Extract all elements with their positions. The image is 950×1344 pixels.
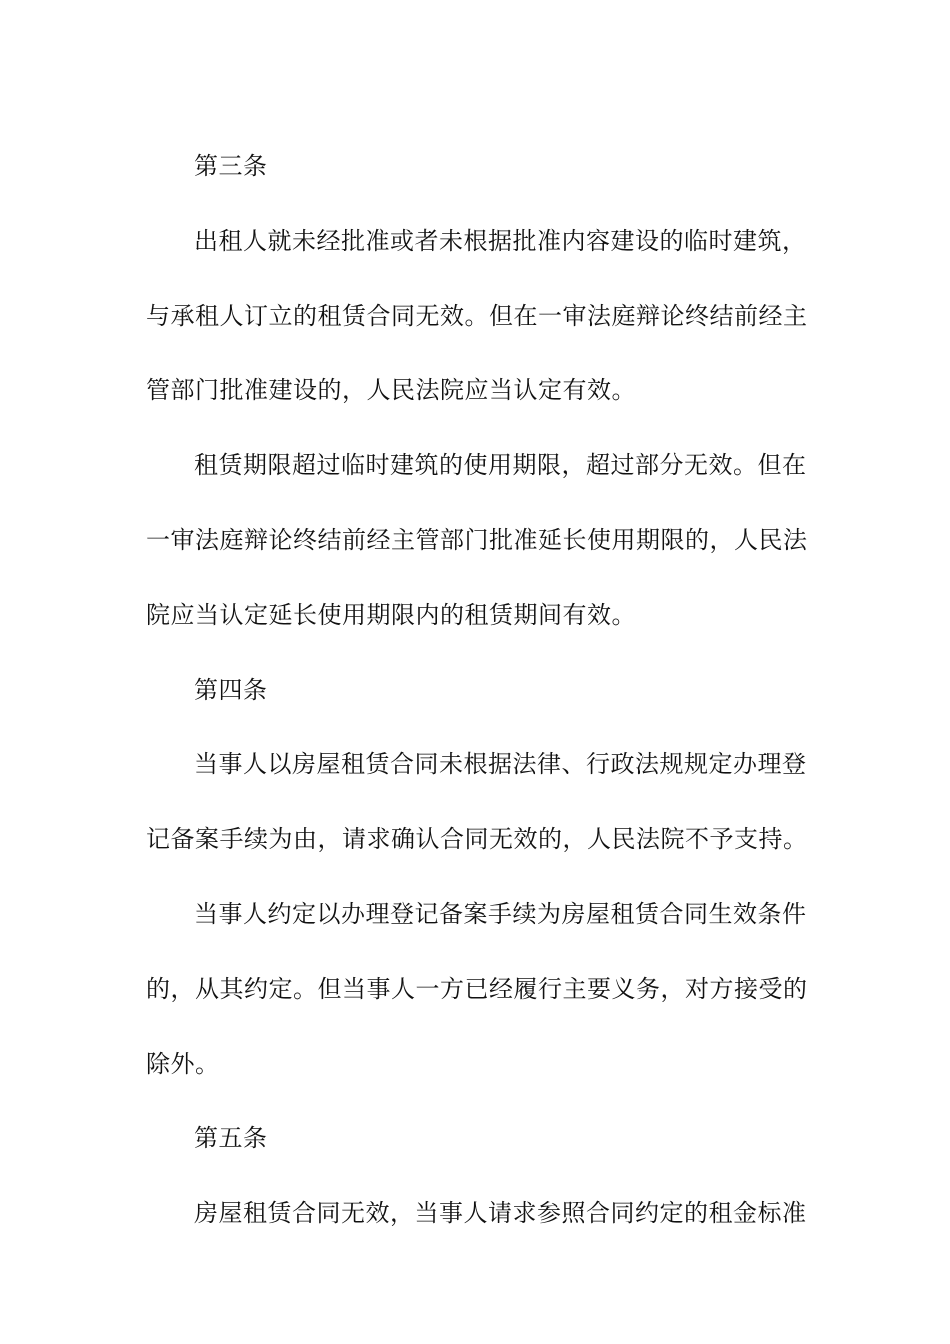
paragraph-line: 院应当认定延长使用期限内的租赁期间有效。 [146,600,636,629]
paragraph-line: 出租人就未经批准或者未根据批准内容建设的临时建筑， [194,226,807,255]
document-body [146,129,806,1251]
article-heading: 第五条 [194,1124,268,1153]
article-heading: 第三条 [194,152,268,180]
paragraph-line: 记备案手续为由，请求确认合同无效的，人民法院不予支持。 [146,825,808,854]
paragraph-line: 的，从其约定。但当事人一方已经履行主要义务，对方接受的 [146,974,808,1003]
paragraph-line: 管部门批准建设的，人民法院应当认定有效。 [146,376,636,405]
article-heading: 第四条 [194,675,268,704]
paragraph-line: 当事人以房屋租赁合同未根据法律、行政法规规定办理登 [194,750,807,779]
paragraph-line: 租赁期限超过临时建筑的使用期限，超过部分无效。但在 [194,451,807,480]
paragraph-line: 与承租人订立的租赁合同无效。但在一审法庭辩论终结前经主 [146,301,808,330]
paragraph-line: 一审法庭辩论终结前经主管部门批准延长使用期限的，人民法 [146,525,808,554]
paragraph-line: 房屋租赁合同无效，当事人请求参照合同约定的租金标准 [194,1199,807,1228]
paragraph-line: 当事人约定以办理登记备案手续为房屋租赁合同生效条件 [194,899,807,928]
paragraph-line: 除外。 [146,1049,220,1078]
